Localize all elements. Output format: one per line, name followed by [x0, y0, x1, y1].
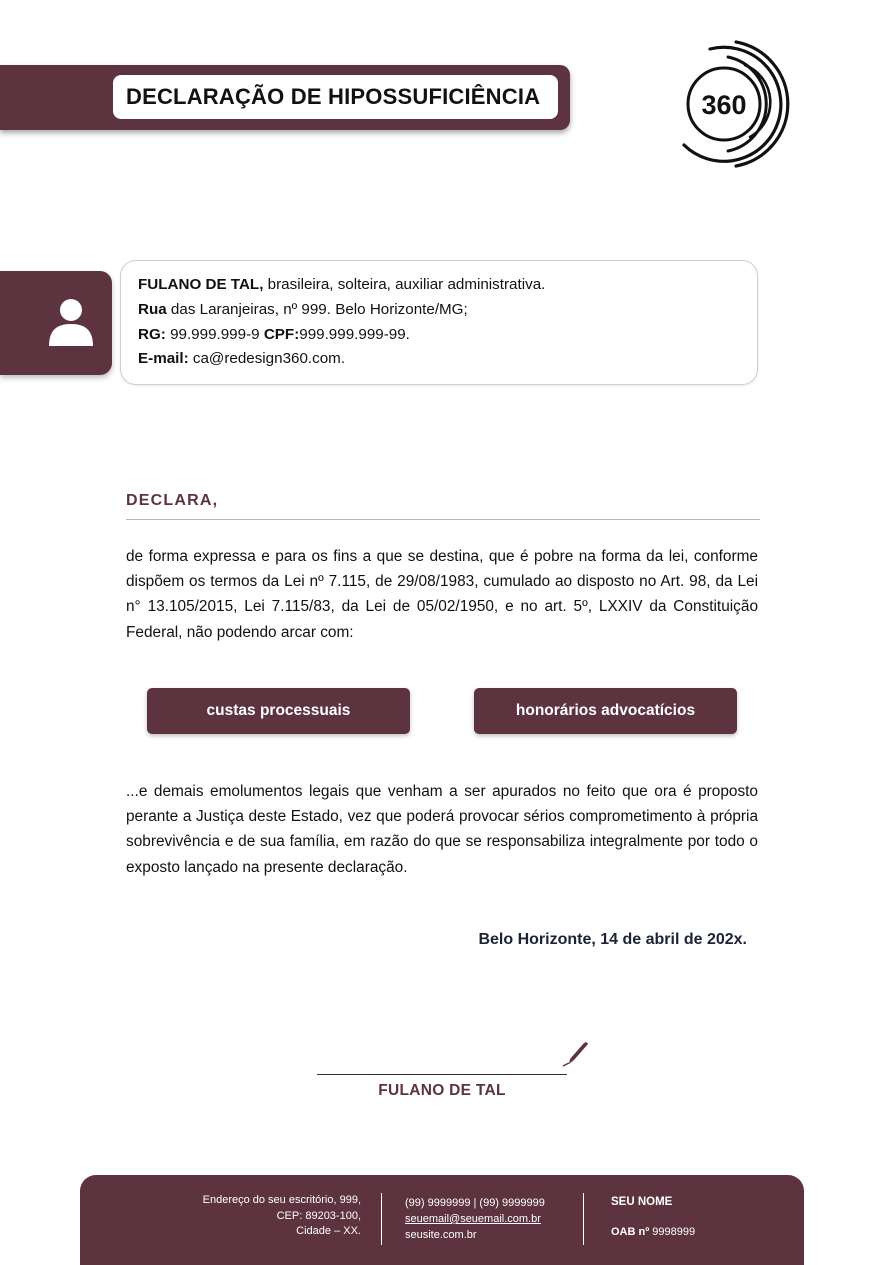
footer-site-link[interactable]: seusite.com.br: [405, 1229, 477, 1241]
identity-documents-line: RG: 99.999.999-9 CPF:999.999.999-99.: [138, 325, 410, 343]
declaration-paragraph-1: de forma expressa e para os fins a que se destina, que é pobre na forma da lei, conforme dispõem os termos da Lei nº 7.115, de 29/08/1983, cumulado ao disposto no Art. 98, da Lei n° 13.105/2015, Lei 7.115/83, da Lei de 05/02/1950, e no art. 5º, LXXIV da Constituição Federal, não podendo arcar com:: [126, 548, 758, 641]
date-line: Belo Horizonte, 14 de abril de 202x.: [478, 931, 747, 948]
identification-card: [120, 260, 758, 385]
identity-address-line: Rua das Laranjeiras, nº 999. Belo Horizonte/MG;: [138, 300, 468, 318]
footer-address: Endereço do seu escritório, 999, CEP: 89203-100, Cidade – XX.: [202, 1194, 361, 1237]
logo-text: 360: [701, 90, 747, 120]
footer-contact: [405, 1195, 545, 1243]
footer-phones: (99) 9999999 | (99) 9999999: [405, 1197, 545, 1209]
user-icon: [47, 296, 95, 348]
logo-360-icon: [670, 35, 792, 173]
footer-oab: OAB nº 9998999: [611, 1226, 696, 1238]
document-title: DECLARAÇÃO DE HIPOSSUFICIÊNCIA: [126, 84, 541, 109]
signature-line: [317, 1074, 567, 1075]
item-honorarios-advocaticios[interactable]: honorários advocatícios: [474, 688, 737, 734]
identity-name-line: FULANO DE TAL, brasileira, solteira, auxiliar administrativa.: [138, 276, 546, 293]
signature-name: FULANO DE TAL: [378, 1082, 506, 1099]
heading-divider: [126, 519, 760, 520]
footer-your-name: SEU NOME: [611, 1196, 673, 1208]
footer-email-link[interactable]: seuemail@seuemail.com.br: [405, 1213, 541, 1225]
footer-divider-2: [583, 1193, 584, 1245]
declaration-heading: DECLARA,: [126, 492, 219, 509]
identity-email-line: E-mail: ca@redesign360.com.: [138, 350, 346, 368]
footer-divider-1: [381, 1193, 382, 1245]
pen-icon: [561, 1038, 591, 1068]
item-custas-processuais[interactable]: custas processuais: [147, 688, 410, 734]
title-box: [113, 75, 558, 119]
declaration-paragraph-2: ...e demais emolumentos legais que venham a ser apurados no feito que ora é proposto perante a Justiça deste Estado, vez que poderá provocar sérios comprometimento à própria sobrevivência e de sua família, em razão do que se responsabiliza integralmente por todo o exposto lançado na presente declaração.: [126, 783, 758, 876]
